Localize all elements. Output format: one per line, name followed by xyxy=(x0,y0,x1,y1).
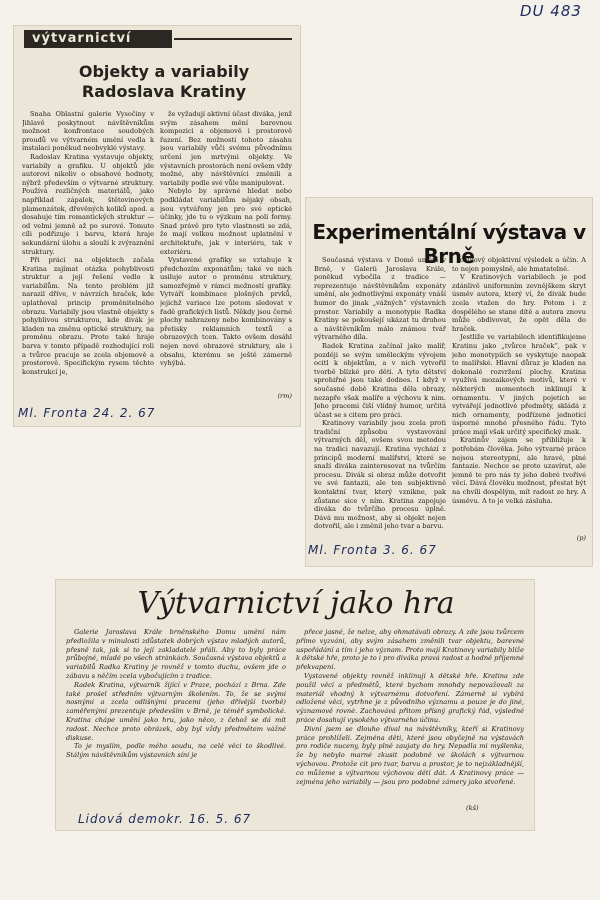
paragraph: Při práci na objektech začala Kratina zajímat otázka pohyblivosti struktur a její řešení vedlo k variabilům. Na tento problém již narazil dříve, v návrzích hraček, kde uplatňoval princip proměnitelného obrazu. Variabily jsou vlastně objekty s pohyblivou strukturou, kde divák je kladen na změnu optické struktury, na proměnu obrazu. Proto také hraje barva v tomto případě rozhodující roli a tvůrce pracuje se zcela objemově a prostorově. Specifickým rysem těchto konstrukcí je, xyxy=(22,256,154,376)
article-column-2 xyxy=(452,256,586,532)
paragraph: Divní jsem se dlouho díval na návštěvníky, kteří si Kratinovy práce prohlíželi. Zejména děti, které jsou obyčejně na výstavách pro rodiče nuceny, byly plně zaujaty do hry. Nepadla mi myšlenka, že by nebylo marné zkusit podobně ve školách s výtvarnou výchovou. Protože cit pro tvar, barvu a prostor, je to nejzákladnější, co můžeme s výtvarnou výchovou dětí dát. A Kratinovy práce — zejména jeho variabily — jsou pro podobné zámery jako stvořené. xyxy=(296,724,524,786)
paragraph: celkový objektivní výsledek a účin. A to nejen pomyslně, ale hmatatelně. xyxy=(452,256,586,273)
paragraph: Kratinovy variabily jsou zcela proti tradiční způsobu vystavování výtvarných děl, ovšem svou metodou na tradici navazují. Kratina vychází z principů moderní malířství, které se snaží diváka zainteresovat na tvůrčím procesu. Divák si obraz může dotvořit ve své fantazii, ale ten subjektivně kontaktní tvar, který vznikne, pak zůstane sice v ním. Kratina zapojuje diváka do tvůrčího procesu úplně. Dává mu možnost, aby si objekt nejen dotvořil, ale i změnil jeho tvar a barvu. xyxy=(314,419,446,531)
paragraph: Kratinův zájem se přibližuje k potřebám člověka. Jeho výtvarné práce nejsou stereotypní, ale hravé, plné fantazie. Nechce se proto uzavírat, ale jemně te pro nás ty jeho dobré tvořivé věci. Dává člověku možnost, přestat být na chvíli dospělým, mít radost ze hry. A úsměvu. A to je velká zásluha. xyxy=(452,436,586,505)
paragraph: Nebylo by správné hledat nebo podkládat variabilům nějaký obsah, jsou vytvářeny jen pro své optické účinky, jde tu o výzkum na poli formy. Snad právě pro tyto vlastnosti se zdá, že mají velkou možnost uplatnění v architektuře, jak v interiéru, tak v exteriéru. xyxy=(160,187,292,256)
paragraph: To je myslím, podle mého soudu, na celé věci to škodlivé. Stálým návštěvníkům výstavních síní je xyxy=(66,742,286,760)
clipping-vytvarnictvi-jako-hra xyxy=(56,580,534,830)
article-column-2 xyxy=(296,628,524,802)
headline: Experimentální výstava v Brně xyxy=(312,220,586,268)
section-rubric: výtvarnictví xyxy=(24,30,172,48)
paragraph: Jestliže ve variabilech identifikujeme Kratinu jako „tvůrce hraček“, pak v jeho monotypiích se vyskytuje naopak to malířské. Hlavní důraz je kladen na dokonalé rozvržení plochy. Kratina využívá mozaikových motivů, které v některých momentech inklinují k ornamentu. V jiných pojetích se vytvářejí jednotlivé předměty, skládá z nich ornamenty, podřízené jednotící úsporné mnohé přesného řádu. Tyto práce mají však určitý specifický znak. xyxy=(452,333,586,436)
clipping-experimentalni-vystava xyxy=(306,198,592,566)
handwritten-source-note: Ml. Fronta 3. 6. 67 xyxy=(308,543,437,557)
paragraph: Radek Kratina začínal jako malíř, později se svým uměleckým vývojem ocitl k objektům, a v nich vytvořil tvorbě blízké pro děti. A tyto dětství sprohiřné jsou také dodnes. I když v současné době Kratina děla obrazy, nezapře však malíře a výchovu k nim. Jeho pracemi čiší vlídný humor, určitá účast se s citem pro práci. xyxy=(314,341,446,419)
paragraph: Vystavené objekty rovněž inklinují k dětské hře. Kratina zde použil věcí a předmětů, které bychom mnohdy nepovažovali za materiál vhodný k výtvarnému dotvoření. Zámerně si vybírá odložené věci, vytrhne je z původního významu a pouze je do jiné, významově rovné. Zachovává přitom přísný grafický řád, výsledné práce dosahují vysokého výtvarného účinu. xyxy=(296,671,524,724)
paragraph: Snaha Oblastní galerie Vysočiny v Jihlavě poskytnout návštěvníkům možnost konfrontace soudobých proudů ve výtvarném umění vedla k instalaci poněkud neobvyklé výstavy. xyxy=(22,110,154,153)
headline: Výtvarnictví jako hra xyxy=(137,586,455,621)
paragraph: Radek Kratina, výtvarník žijící v Praze, pochází z Brna. Zde také prošel středním výtvarným školením. To, že se svými nosnými a zcela odlišnými pracemi (jeho dřívější tvorbě) zaměřenými prezentuje především v Brně, je téměř symbolické. Kratina chápe umění jako hru, jako něco, z čehož se dá mít radost. Nechce proto obrázek, aby byl vždy předmětem vážné diskuse. xyxy=(66,680,286,742)
paragraph: V Kratinových variabilech je pod zdánlivě uniformním zevnějškem skryt úsměv autora, který ví, že divák bude zcela vtažen do hry. Potom i z dospělého se stane dítě a autora znovu může obdivovat, že opět děla do hraček. xyxy=(452,273,586,333)
headline-line-2: Radoslava Kratiny xyxy=(81,82,247,101)
article-column-1 xyxy=(66,628,286,802)
paragraph: Současná výstava v Domě umění v Brně, v Galerii Jaroslava Krále, poněkud vybočila z tradice — reprezentuje návštěvníkům exponáty umění, ale jednotlivými exponáty vnáší humor do jinak „vážných“ výstavních prostor. Variabily a monotypie Radka Kratiny se pokoušejí ukázat tu druhou a návštěvníkům málo známou tvář výtvarného díla. xyxy=(314,256,446,342)
paragraph: Radoslav Kratina vystavuje objekty, variabily a grafiku. U objektů jde autorovi nikoliv o obsahové hodnoty, nýbrž především o výtvarné struktury. Používá rozličných materiálů, jako například zápalek, štětovinových plamenzátek, dřevěných koliků apod. a dosahuje tím romantických struktur — od velmi jemně až po surové. Tomuto cíli podřizuje i barvu, která hraje sekundární úlohu a slouží k zvýraznění struktury. xyxy=(22,152,154,256)
article-column-1 xyxy=(314,256,446,532)
paragraph: přece jasné, že nelze, aby ohmatávali obrazy. A zde jsou tvůrcem přímo vyzváni, aby svým zásahem změnili tvar objektu, barevné uspořádání a tím i jeho význam. Proto mají Kratinovy variabily blíže k dětské hře, proto je to i pro diváka pravá radost a hodně příjemné překvapení. xyxy=(296,628,524,672)
handwritten-source-note: Lidová demokr. 16. 5. 67 xyxy=(78,812,252,826)
author-signature: (p) xyxy=(576,534,586,542)
paragraph: Vystavené grafiky se vztahuje k předchozím exponátům; také ve nich usiluje autor o proměnu struktury, samozřejmě v rámci možností grafiky. Vytváří kombinace plošných prvků, jejichž variace lze potom sledovat v řadě grafických listů. Někdy jsou černé plochy nahrazeny nebo kombinovány s přetisky reklamních textů a obrazových tcen. Takto ovšem dosáhl nejen nové obrazové struktury, ale i obsahu, kterému se ještě zámerně vyhýbá. xyxy=(160,256,292,368)
author-signature: (rm) xyxy=(277,392,292,400)
rubric-rule xyxy=(174,38,292,40)
headline-line-1: Objekty a variabily xyxy=(78,62,250,81)
article-column-2 xyxy=(160,110,292,392)
paragraph: Galerie Jaroslava Krále brněnského Domu umění nám předložila v minulosti zdůstatek dobrých výstav mladých autorů, přesně tak, jak si to její zakladatelé přáli. Aby to byly práce průbojné, mladé po všech stránkách. Současná výstava objektů a variabilů Radka Kratiny je rovněž v tomto duchu, ovšem jde o zábavu s něčím zcela vybočujícím z tradice. xyxy=(66,628,286,680)
catalog-number: DU 483 xyxy=(520,2,582,20)
clipping-objekty-a-variabily xyxy=(14,26,300,426)
paragraph: že vyžadují aktivní účast diváka, jenž svým zásahem mění barevnou kompozici a objemově i prostorově řazení. Bez možnosti tohoto zásahu jsou variabily vůči svému původnímu určení jen mrtvými objekty. Ve výstavních prostorách není ovšem vždy možné, aby návštěvníci změnili a variabily podle své vůle manipulovat. xyxy=(160,110,292,187)
handwritten-source-note: Ml. Fronta 24. 2. 67 xyxy=(18,406,156,420)
article-column-1 xyxy=(22,110,154,402)
author-signature: (kš) xyxy=(466,804,479,812)
